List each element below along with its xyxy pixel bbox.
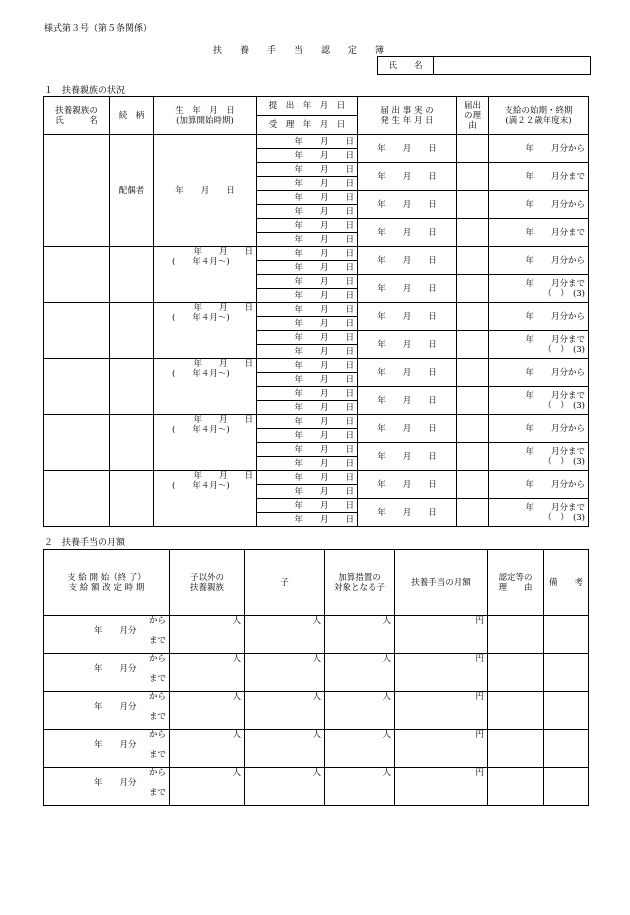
page-title: 扶 養 手 当 認 定 簿	[213, 46, 389, 56]
filing-date-cell[interactable]: 年 月 日	[257, 499, 358, 513]
relation-cell: 配偶者	[110, 135, 154, 247]
dependent-name-cell[interactable]	[44, 359, 110, 415]
reason-cell[interactable]	[457, 359, 489, 387]
remarks-cell[interactable]	[544, 692, 589, 730]
filing-date-cell[interactable]: 年 月 日	[257, 331, 358, 345]
reason-cell[interactable]	[457, 387, 489, 415]
filing-date-cell[interactable]: 年 月 日	[257, 485, 358, 499]
period-to: まで	[148, 750, 166, 760]
filing-date-cell[interactable]: 年 月 日	[257, 261, 358, 275]
period-from: から	[148, 730, 166, 740]
period-end-cell[interactable]: 年 月分まで	[489, 163, 589, 191]
reason-cell[interactable]	[488, 730, 544, 768]
period-start-cell[interactable]: 年 月分から	[489, 303, 589, 331]
reason-cell[interactable]	[457, 247, 489, 275]
event-date-cell[interactable]: 年 月 日	[358, 359, 457, 387]
section2-heading: ２ 扶養手当の月額	[44, 538, 126, 548]
period-end-cell[interactable]	[489, 275, 589, 303]
child-count-cell[interactable]: 人	[245, 654, 325, 692]
section1-heading: １ 扶養親族の状況	[44, 86, 126, 96]
period-start-cell[interactable]: 年 月分から	[489, 135, 589, 163]
extra-count-cell[interactable]: 人	[325, 768, 395, 806]
reason-cell[interactable]	[488, 654, 544, 692]
birth-date-cell[interactable]: 年 月 日	[154, 135, 257, 247]
allowance-table	[43, 549, 589, 806]
birth-date-cell[interactable]	[154, 415, 257, 471]
april-note: ( 年４月～)	[172, 313, 230, 323]
filing-date-cell[interactable]: 年 月 日	[257, 275, 358, 289]
period-from: から	[148, 768, 166, 778]
name-field[interactable]	[434, 57, 591, 75]
filing-date-cell[interactable]: 年 月 日	[257, 303, 358, 317]
period-month: 年 月分	[94, 778, 137, 788]
allowance-row	[44, 730, 589, 768]
dependent-name-cell[interactable]	[44, 247, 110, 303]
filing-date-cell[interactable]: 年 月 日	[257, 359, 358, 373]
event-date-cell[interactable]: 年 月 日	[358, 303, 457, 331]
paren-note: （ ） (3)	[543, 344, 585, 355]
period-month: 年 月分	[94, 664, 137, 674]
child-count-cell[interactable]: 人	[245, 616, 325, 654]
period-month: 年 月分	[94, 702, 137, 712]
relation-cell[interactable]	[110, 247, 154, 303]
reason-cell[interactable]	[457, 135, 489, 163]
extra-count-cell[interactable]: 人	[325, 730, 395, 768]
filing-date-cell[interactable]: 年 月 日	[257, 373, 358, 387]
amount-cell[interactable]: 円	[395, 654, 488, 692]
col-period-header: 支給の始期・終期 (満２２歳年度末)	[489, 97, 589, 135]
filing-date-cell[interactable]: 年 月 日	[257, 513, 358, 527]
period-to: まで	[148, 636, 166, 646]
relation-cell[interactable]	[110, 359, 154, 415]
birth-date-cell[interactable]	[154, 247, 257, 303]
event-date-cell[interactable]: 年 月 日	[358, 219, 457, 247]
filing-date-cell[interactable]: 年 月 日	[257, 401, 358, 415]
reason-cell[interactable]	[457, 499, 489, 527]
period-cell[interactable]	[44, 730, 170, 768]
birth-date-text: 年 月 日	[193, 247, 253, 257]
reason-cell[interactable]	[488, 616, 544, 654]
reason-cell[interactable]	[457, 415, 489, 443]
relation-cell[interactable]	[110, 471, 154, 527]
filing-date-cell[interactable]: 年 月 日	[257, 177, 358, 191]
filing-date-cell[interactable]: 年 月 日	[257, 457, 358, 471]
april-note: ( 年４月～)	[172, 481, 230, 491]
allowance-row	[44, 616, 589, 654]
reason-cell[interactable]	[457, 163, 489, 191]
amount-cell[interactable]: 円	[395, 616, 488, 654]
reason-cell[interactable]	[457, 303, 489, 331]
birth-date-cell[interactable]	[154, 303, 257, 359]
filing-date-cell[interactable]: 年 月 日	[257, 205, 358, 219]
period-cell[interactable]	[44, 768, 170, 806]
reason-cell[interactable]	[457, 443, 489, 471]
filing-date-cell[interactable]: 年 月 日	[257, 149, 358, 163]
form-label: 様式第３号（第５条関係）	[44, 24, 153, 34]
event-date-cell[interactable]: 年 月 日	[358, 499, 457, 527]
col-relation-header: 続 柄	[110, 97, 154, 135]
birth-date-cell[interactable]	[154, 359, 257, 415]
relation-cell[interactable]	[110, 303, 154, 359]
dependents-table	[43, 96, 589, 527]
allowance-row	[44, 654, 589, 692]
period-end-cell[interactable]	[489, 443, 589, 471]
filing-date-cell[interactable]: 年 月 日	[257, 345, 358, 359]
period-end-cell[interactable]	[489, 331, 589, 359]
period-start-cell[interactable]: 年 月分から	[489, 191, 589, 219]
remarks-cell[interactable]	[544, 616, 589, 654]
dependent-name-cell[interactable]	[44, 135, 110, 247]
period-end-text: 年 月分まで	[525, 334, 585, 345]
name-box	[377, 56, 591, 75]
reason-cell[interactable]	[457, 331, 489, 359]
allowance-row	[44, 692, 589, 730]
dependent-name-cell[interactable]	[44, 471, 110, 527]
allowance-row	[44, 768, 589, 806]
reason-cell[interactable]	[457, 275, 489, 303]
period-to: まで	[148, 674, 166, 684]
col-reason-header: 届出 の理 由	[457, 97, 489, 135]
period-start-cell[interactable]: 年 月分から	[489, 471, 589, 499]
extra-count-cell[interactable]: 人	[325, 654, 395, 692]
filing-date-cell[interactable]: 年 月 日	[257, 317, 358, 331]
relation-cell[interactable]	[110, 415, 154, 471]
col-name-header: 扶養親族の 氏 名	[44, 97, 110, 135]
event-date-cell[interactable]: 年 月 日	[358, 471, 457, 499]
filing-date-cell[interactable]: 年 月 日	[257, 429, 358, 443]
col-child-header: 子	[245, 550, 325, 616]
filing-date-cell[interactable]: 年 月 日	[257, 247, 358, 261]
col-remarks-header: 備 考	[544, 550, 589, 616]
nonchild-count-cell[interactable]: 人	[170, 692, 245, 730]
child-count-cell[interactable]: 人	[245, 692, 325, 730]
period-start-cell[interactable]: 年 月分から	[489, 247, 589, 275]
filing-date-cell[interactable]: 年 月 日	[257, 289, 358, 303]
event-date-cell[interactable]: 年 月 日	[358, 415, 457, 443]
col-event-header: 届 出 事 実 の 発 生 年 月 日	[358, 97, 457, 135]
period-to: まで	[148, 712, 166, 722]
child-count-cell[interactable]: 人	[245, 730, 325, 768]
period-start-cell[interactable]: 年 月分から	[489, 359, 589, 387]
reason-cell[interactable]	[488, 692, 544, 730]
amount-cell[interactable]: 円	[395, 730, 488, 768]
period-end-text: 年 月分まで	[525, 278, 585, 289]
period-end-text: 年 月分まで	[525, 502, 585, 513]
col-receive-header: 受 理 年 月 日	[257, 116, 358, 135]
filing-date-cell[interactable]: 年 月 日	[257, 443, 358, 457]
period-from: から	[148, 692, 166, 702]
extra-count-cell[interactable]: 人	[325, 616, 395, 654]
event-date-cell[interactable]: 年 月 日	[358, 191, 457, 219]
col-birth-header: 生 年 月 日 (加算開始時期)	[154, 97, 257, 135]
remarks-cell[interactable]	[544, 654, 589, 692]
reason-cell[interactable]	[457, 191, 489, 219]
event-date-cell[interactable]: 年 月 日	[358, 331, 457, 359]
april-note: ( 年４月～)	[172, 369, 230, 379]
nonchild-count-cell[interactable]: 人	[170, 768, 245, 806]
remarks-cell[interactable]	[544, 768, 589, 806]
extra-count-cell[interactable]: 人	[325, 692, 395, 730]
event-date-cell[interactable]: 年 月 日	[358, 135, 457, 163]
birth-date-text: 年 月 日	[193, 359, 253, 369]
event-date-cell[interactable]: 年 月 日	[358, 275, 457, 303]
paren-note: （ ） (3)	[543, 456, 585, 467]
col-nonchild-header: 子以外の 扶養親族	[170, 550, 245, 616]
period-end-text: 年 月分まで	[525, 446, 585, 457]
child-count-cell[interactable]: 人	[245, 768, 325, 806]
birth-date-text: 年 月 日	[193, 471, 253, 481]
nonchild-count-cell[interactable]: 人	[170, 654, 245, 692]
nonchild-count-cell[interactable]: 人	[170, 730, 245, 768]
col-start-header: 支 給 開 始（終 了） 支 給 額 改 定 時 期	[44, 550, 170, 616]
reason-cell[interactable]	[488, 768, 544, 806]
amount-cell[interactable]: 円	[395, 768, 488, 806]
filing-date-cell[interactable]: 年 月 日	[257, 415, 358, 429]
filing-date-cell[interactable]: 年 月 日	[257, 135, 358, 149]
filing-date-cell[interactable]: 年 月 日	[257, 387, 358, 401]
dependent-name-cell[interactable]	[44, 415, 110, 471]
filing-date-cell[interactable]: 年 月 日	[257, 233, 358, 247]
col-reason2-header: 認定等の 理 由	[488, 550, 544, 616]
period-month: 年 月分	[94, 740, 137, 750]
period-end-cell[interactable]: 年 月分まで	[489, 219, 589, 247]
nonchild-count-cell[interactable]: 人	[170, 616, 245, 654]
birth-date-text: 年 月 日	[193, 303, 253, 313]
filing-date-cell[interactable]: 年 月 日	[257, 471, 358, 485]
event-date-cell[interactable]: 年 月 日	[358, 247, 457, 275]
col-extra-header: 加算措置の 対象となる子	[325, 550, 395, 616]
paren-note: （ ） (3)	[543, 400, 585, 411]
birth-date-cell[interactable]	[154, 471, 257, 527]
dependent-name-cell[interactable]	[44, 303, 110, 359]
period-to: まで	[148, 788, 166, 798]
amount-cell[interactable]: 円	[395, 692, 488, 730]
period-end-cell[interactable]	[489, 387, 589, 415]
col-amount-header: 扶養手当の月額	[395, 550, 488, 616]
event-date-cell[interactable]: 年 月 日	[358, 163, 457, 191]
name-label: 氏 名	[378, 57, 434, 75]
period-cell[interactable]	[44, 692, 170, 730]
paren-note: （ ） (3)	[543, 288, 585, 299]
paren-note: （ ） (3)	[543, 512, 585, 523]
filing-date-cell[interactable]: 年 月 日	[257, 191, 358, 205]
period-start-cell[interactable]: 年 月分から	[489, 415, 589, 443]
april-note: ( 年４月～)	[172, 257, 230, 267]
col-submit-header: 提 出 年 月 日	[257, 97, 358, 116]
period-month: 年 月分	[94, 626, 137, 636]
period-cell[interactable]	[44, 616, 170, 654]
event-date-cell[interactable]: 年 月 日	[358, 387, 457, 415]
birth-date-text: 年 月 日	[193, 415, 253, 425]
filing-date-cell[interactable]: 年 月 日	[257, 163, 358, 177]
period-from: から	[148, 654, 166, 664]
reason-cell[interactable]	[457, 219, 489, 247]
reason-cell[interactable]	[457, 471, 489, 499]
april-note: ( 年４月～)	[172, 425, 230, 435]
filing-date-cell[interactable]: 年 月 日	[257, 219, 358, 233]
event-date-cell[interactable]: 年 月 日	[358, 443, 457, 471]
remarks-cell[interactable]	[544, 730, 589, 768]
period-cell[interactable]	[44, 654, 170, 692]
period-from: から	[148, 616, 166, 626]
period-end-text: 年 月分まで	[525, 390, 585, 401]
period-end-cell[interactable]	[489, 499, 589, 527]
